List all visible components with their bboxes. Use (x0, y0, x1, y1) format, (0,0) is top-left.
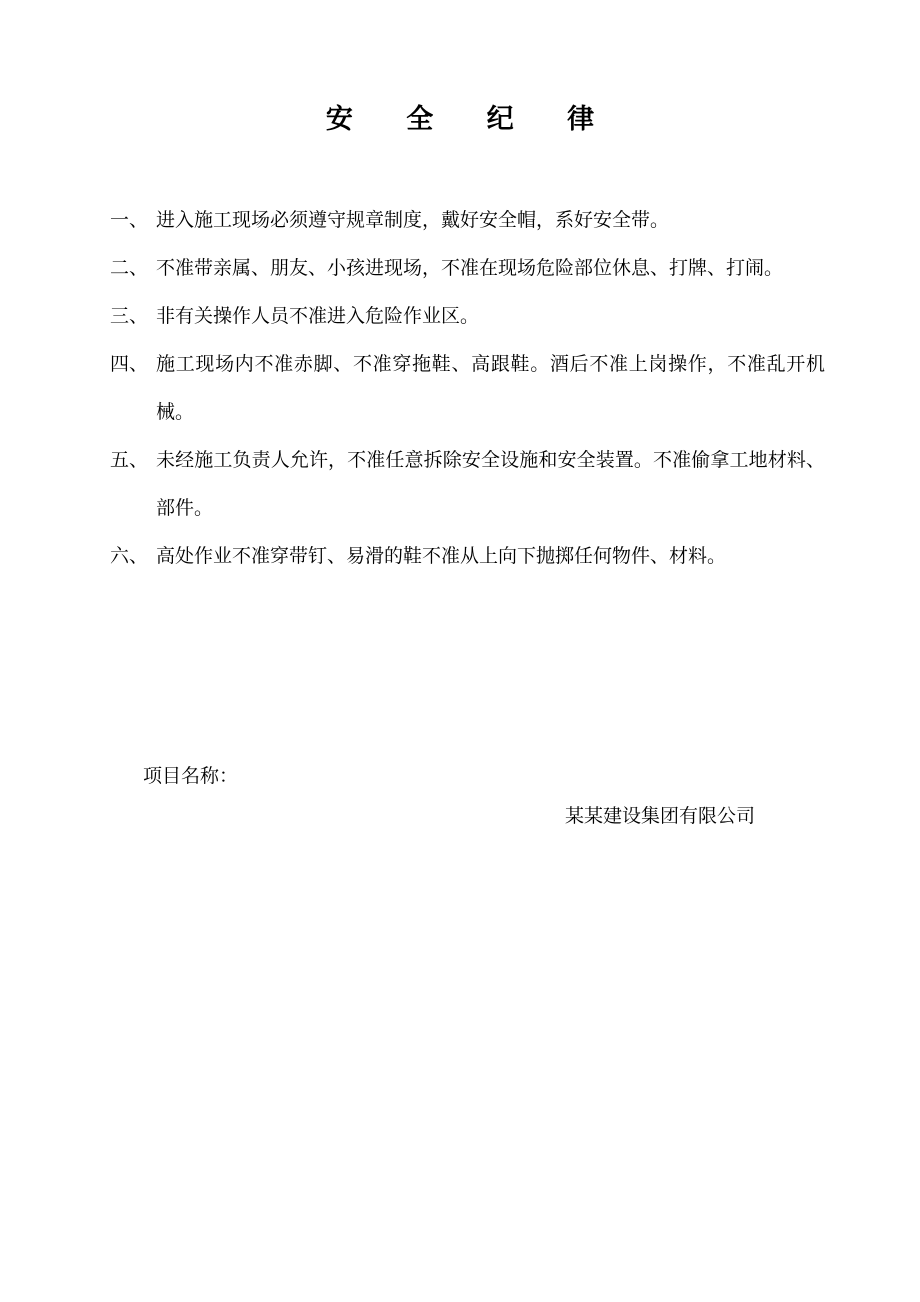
rule-text: 不准带亲属、朋友、小孩进现场，不准在现场危险部位休息、打牌、打闹。 (156, 257, 784, 279)
rule-number: 四、 (110, 353, 149, 375)
rule-number: 二、 (110, 257, 149, 279)
rule-number: 一、 (110, 209, 149, 231)
company-name: 某某建设集团有限公司 (565, 805, 756, 827)
rule-item (110, 532, 825, 580)
rule-item (110, 436, 825, 532)
rule-text: 非有关操作人员不准进入危险作业区。 (156, 305, 480, 327)
rule-item (110, 196, 825, 244)
rule-item (110, 292, 825, 340)
rule-text: 高处作业不准穿带钉、易滑的鞋不准从上向下抛掷任何物件、材料。 (156, 545, 727, 567)
document-title: 安 全 纪 律 (325, 104, 617, 135)
rule-number: 五、 (110, 449, 149, 471)
rule-number: 三、 (110, 305, 149, 327)
rules-list (110, 196, 825, 580)
rule-item (110, 340, 825, 436)
project-name-label: 项目名称： (143, 765, 239, 787)
rule-text: 施工现场内不准赤脚、不准穿拖鞋、高跟鞋。酒后不准上岗操作，不准乱开机械。 (156, 353, 825, 423)
rule-text: 进入施工现场必须遵守规章制度，戴好安全帽，系好安全带。 (156, 209, 670, 231)
rule-item (110, 244, 825, 292)
rule-number: 六、 (110, 545, 149, 567)
rule-text: 未经施工负责人允许，不准任意拆除安全设施和安全装置。不准偷拿工地材料、部件。 (156, 449, 825, 519)
